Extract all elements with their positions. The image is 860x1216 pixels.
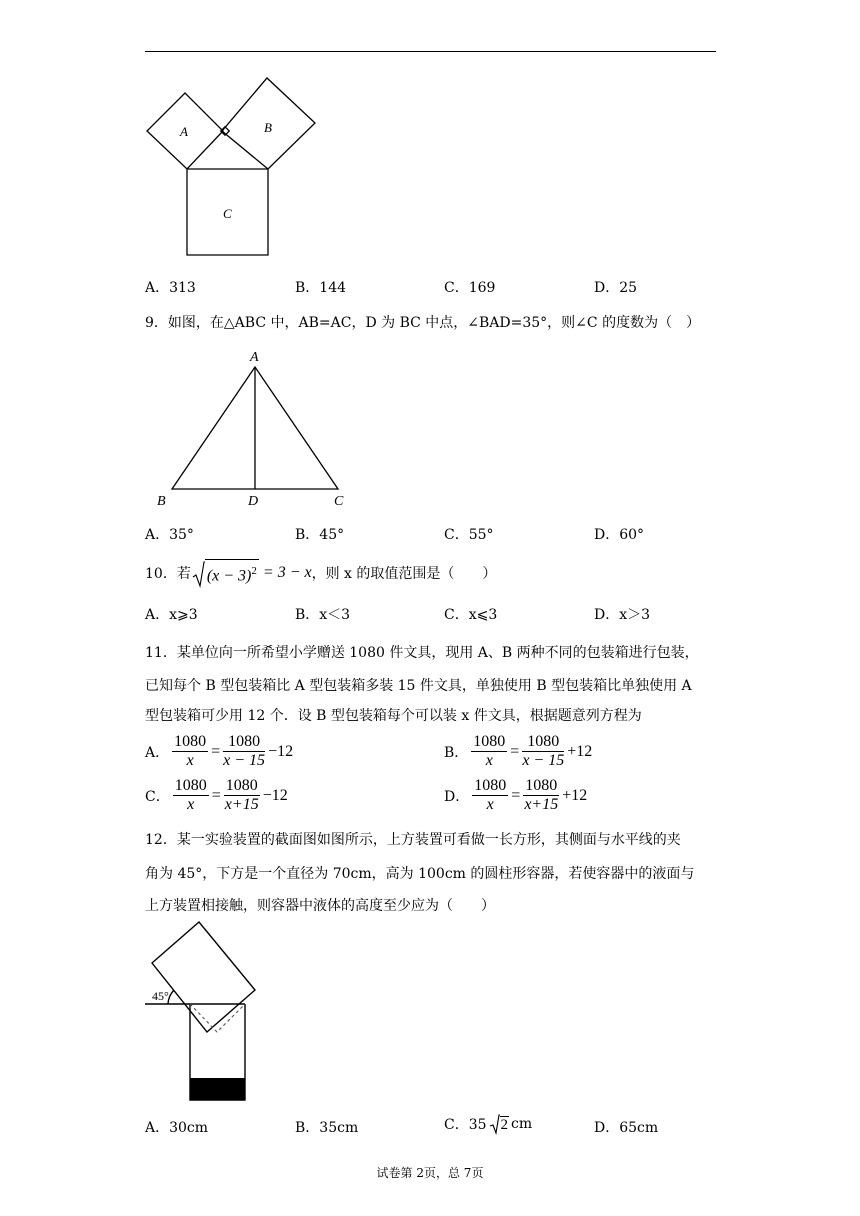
sqrt-radicand: 2 — [500, 1117, 509, 1133]
sqrt-sign-icon — [193, 561, 205, 587]
q8-option-d: D．25 — [594, 280, 638, 296]
denominator: x — [186, 752, 194, 769]
numerator: 1080 — [174, 733, 207, 750]
q11-option-d: D． $\frac{1080}{x}$ = $\frac{1080}{x+15}$ +12 — [444, 777, 588, 813]
q12-option-d: D．65cm — [594, 1120, 659, 1136]
q10-stem — [145, 559, 496, 587]
apparatus-figure — [140, 920, 265, 1102]
q10-rhs: = 3 − x — [262, 564, 312, 582]
denominator: x — [485, 752, 493, 769]
q11-line1: 11．某单位向一所希望小学赠送 1080 件文具，现用 A、B 两种不同的包装箱进行包装， — [145, 645, 699, 661]
liquid-fill — [190, 1078, 245, 1100]
q10-prefix: 10．若 — [145, 566, 191, 583]
q12-option-c-unit: cm — [511, 1116, 533, 1132]
q9-option-a: A．35° — [145, 527, 194, 543]
denominator: x − 15 — [223, 752, 266, 769]
q10-inner: (x − 3) — [206, 567, 252, 585]
squares-figure — [140, 75, 320, 260]
q9-option-d: D．60° — [594, 527, 645, 543]
q9-option-b: B．45° — [295, 527, 345, 543]
denominator: x − 15 — [522, 752, 565, 769]
option-letter: A． — [145, 744, 170, 761]
sqrt-expression — [490, 1114, 510, 1134]
equation-tail: +12 — [567, 742, 593, 760]
q10-suffix: ，则 x 的取值范围是（ ） — [311, 566, 497, 583]
equation-tail: −12 — [262, 786, 288, 804]
q12-line2: 角为 45°，下方是一个直径为 70cm，高为 100cm 的圆柱形容器，若使容器中的液面与 — [145, 866, 695, 882]
q11-option-c: C． $\frac{1080}{x}$ = $\frac{1080}{x+15}$ −12 — [145, 777, 288, 813]
q12-option-b: B．35cm — [295, 1120, 359, 1136]
numerator: 1080 — [525, 777, 558, 794]
denominator: x — [187, 796, 195, 813]
sqrt-sign-icon — [490, 1114, 500, 1134]
q8-option-b: B．144 — [295, 280, 347, 296]
numerator: 1080 — [223, 733, 265, 752]
option-letter: B． — [444, 744, 469, 761]
denominator: x+15 — [224, 796, 259, 813]
q8-option-a: A．313 — [145, 280, 196, 296]
q10-option-c: C．x⩽3 — [444, 607, 498, 623]
page-footer: 试卷第 2页，总 7页 — [376, 1166, 484, 1180]
header-rule — [145, 51, 716, 52]
q10-sqrt-expression — [193, 559, 259, 587]
numerator: 1080 — [174, 777, 207, 794]
q11-line2: 已知每个 B 型包装箱比 A 型包装箱多装 15 件文具，单独使用 B 型包装箱比单独使用 A — [145, 678, 692, 694]
q11-option-b: B． $\frac{1080}{x}$ = $\frac{1080}{x - 15}$ +12 — [444, 733, 593, 769]
triangle-label-a: A — [250, 350, 259, 365]
equation-tail: −12 — [268, 742, 294, 760]
q10-option-a: A．x⩾3 — [145, 607, 198, 623]
numerator: 1080 — [225, 777, 258, 794]
triangle-label-d: D — [248, 494, 259, 509]
q10-exponent: 2 — [251, 565, 257, 577]
option-letter: C． — [145, 788, 170, 805]
q12-line1: 12．某一实验装置的截面图如图所示，上方装置可看做一长方形，其侧面与水平线的夹 — [145, 832, 681, 848]
denominator: x+15 — [524, 796, 559, 813]
angle-label: 45° — [152, 989, 169, 1003]
square-label-b: B — [264, 120, 272, 135]
square-label-c: C — [223, 206, 232, 221]
q9-stem: 9．如图，在△ABC 中，AB=AC，D 为 BC 中点，∠BAD=35°，则∠C 的度数为（ ） — [145, 315, 701, 331]
q9-option-c: C．55° — [444, 527, 494, 543]
equation-tail: +12 — [562, 786, 588, 804]
numerator: 1080 — [473, 733, 506, 750]
denominator: x — [486, 796, 494, 813]
q12-option-c-text: C．35 — [444, 1117, 487, 1133]
option-letter: D． — [444, 788, 470, 805]
q10-option-d: D．x＞3 — [594, 607, 651, 623]
q12-option-a: A．30cm — [145, 1120, 209, 1136]
triangle-figure — [150, 345, 360, 510]
q11-line3: 型包装箱可少用 12 个．设 B 型包装箱每个可以装 x 件文具，根据题意列方程为 — [145, 708, 642, 724]
q11-option-a: A． $\frac{1080}{x}$ = $\frac{1080}{x - 15}$ −12 — [145, 733, 294, 769]
q8-option-c: C．169 — [444, 280, 496, 296]
q12-line3: 上方装置相接触，则容器中液体的高度至少应为（ ） — [145, 898, 495, 914]
numerator: 1080 — [474, 777, 507, 794]
q12-option-c — [444, 1114, 532, 1134]
numerator: 1080 — [522, 733, 564, 752]
q10-option-b: B．x＜3 — [295, 607, 351, 623]
triangle-label-b: B — [157, 494, 166, 509]
triangle-label-c: C — [334, 494, 344, 509]
square-label-a: A — [180, 124, 188, 139]
